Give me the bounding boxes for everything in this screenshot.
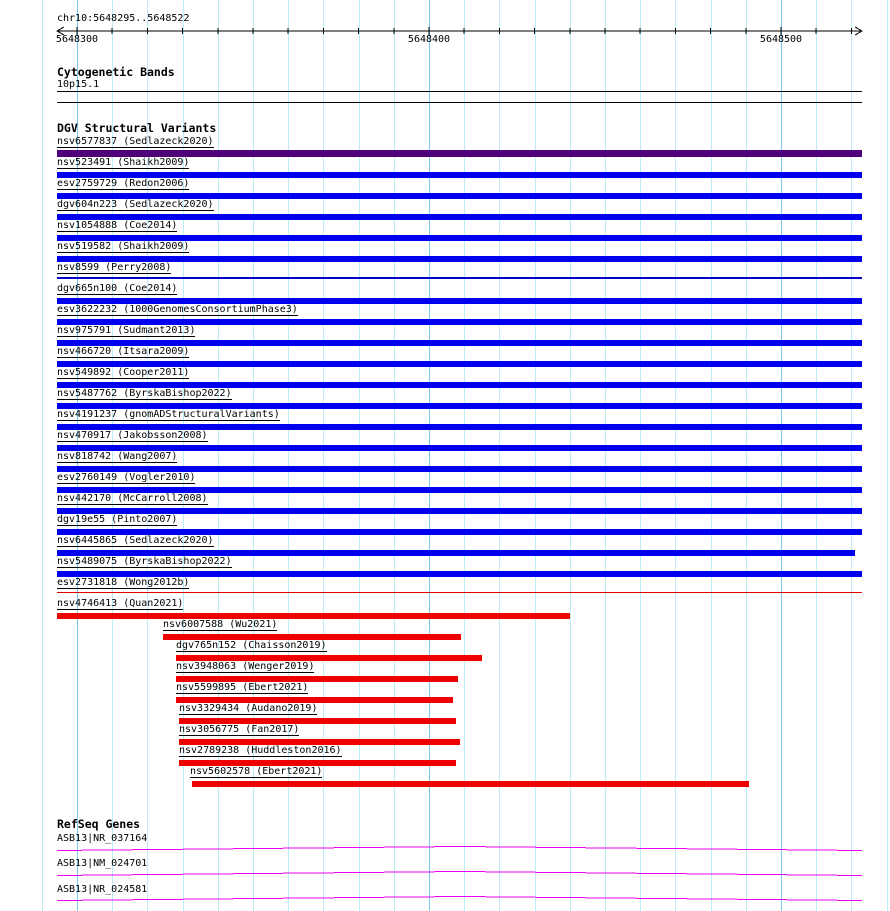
variant-label[interactable]: nsv442170 (McCarroll2008) [57, 493, 208, 504]
variant-row [0, 137, 890, 158]
variant-row [0, 326, 890, 347]
variant-row [0, 536, 890, 557]
variant-label[interactable]: esv3622232 (1000GenomesConsortiumPhase3) [57, 304, 298, 315]
variant-row [0, 599, 890, 620]
variant-row [0, 368, 890, 389]
variant-label[interactable]: esv2760149 (Vogler2010) [57, 472, 196, 483]
variant-row [0, 242, 890, 263]
variant-label[interactable]: nsv519582 (Shaikh2009) [57, 241, 190, 252]
variant-label[interactable]: nsv6577837 (Sedlazeck2020) [57, 136, 214, 147]
variant-row [0, 263, 890, 284]
variant-label[interactable]: nsv3329434 (Audano2019) [179, 703, 318, 714]
gene-label[interactable]: ASB13|NR_037164 [57, 833, 148, 844]
ruler-axis [57, 27, 862, 36]
variant-row [0, 284, 890, 305]
variant-label[interactable]: nsv4746413 (Quan2021) [57, 598, 184, 609]
variant-row [0, 389, 890, 410]
variant-label[interactable]: nsv5489075 (ByrskaBishop2022) [57, 556, 232, 567]
variant-row [0, 179, 890, 200]
variant-row [0, 578, 890, 599]
variant-label[interactable]: nsv549892 (Cooper2011) [57, 367, 190, 378]
variant-label[interactable]: nsv5602578 (Ebert2021) [190, 766, 323, 777]
variant-bar[interactable] [57, 613, 570, 619]
variant-label[interactable]: nsv6445865 (Sedlazeck2020) [57, 535, 214, 546]
variant-row [0, 620, 890, 641]
variant-row [0, 305, 890, 326]
variant-bar[interactable] [57, 277, 862, 279]
variant-bar[interactable] [57, 214, 862, 220]
variant-row [0, 557, 890, 578]
variant-row [0, 200, 890, 221]
region-title: chr10:5648295..5648522 [57, 13, 190, 24]
variant-row [0, 704, 890, 725]
variant-label[interactable]: nsv975791 (Sudmant2013) [57, 325, 196, 336]
gene-line[interactable] [57, 872, 862, 876]
ruler-tick-label: 5648400 [407, 34, 451, 45]
variant-bar[interactable] [57, 150, 862, 157]
variant-label[interactable]: nsv466720 (Itsara2009) [57, 346, 190, 357]
variant-bar[interactable] [57, 508, 862, 514]
variant-bar[interactable] [192, 781, 749, 787]
variant-label[interactable]: nsv470917 (Jakobsson2008) [57, 430, 208, 441]
variant-label[interactable]: esv2759729 (Redon2006) [57, 178, 190, 189]
variant-row [0, 158, 890, 179]
cytoband-label[interactable]: 10p15.1 [57, 79, 100, 90]
variant-label[interactable]: dgv604n223 (Sedlazeck2020) [57, 199, 214, 210]
gene-label[interactable]: ASB13|NR_024581 [57, 884, 148, 895]
variant-row [0, 641, 890, 662]
variant-label[interactable]: dgv19e55 (Pinto2007) [57, 514, 178, 525]
ruler-tick-label: 5648500 [759, 34, 803, 45]
variant-label[interactable]: nsv5487762 (ByrskaBishop2022) [57, 388, 232, 399]
variant-row [0, 725, 890, 746]
variant-row [0, 221, 890, 242]
track-title-dgv-structural-variants: DGV Structural Variants [57, 121, 217, 135]
variant-label[interactable]: esv2731818 (Wong2012b) [57, 577, 190, 588]
variant-row [0, 410, 890, 431]
track-title-cytogenetic-bands: Cytogenetic Bands [57, 65, 175, 79]
variant-row [0, 494, 890, 515]
variant-label[interactable]: nsv818742 (Wang2007) [57, 451, 178, 462]
ruler-tick-label: 5648300 [55, 34, 99, 45]
variant-bar[interactable] [57, 256, 862, 262]
cytoband-box[interactable] [57, 91, 862, 103]
variant-row [0, 683, 890, 704]
variant-label[interactable]: nsv6007588 (Wu2021) [163, 619, 278, 630]
variant-label[interactable]: nsv4191237 (gnomADStructuralVariants) [57, 409, 280, 420]
gene-line[interactable] [57, 847, 862, 851]
variant-row [0, 431, 890, 452]
track-title-refseq-genes: RefSeq Genes [57, 817, 141, 831]
variant-label[interactable]: nsv8599 (Perry2008) [57, 262, 172, 273]
variant-row [0, 767, 890, 788]
variant-bar[interactable] [57, 445, 862, 451]
variant-row [0, 347, 890, 368]
variant-label[interactable]: nsv1054888 (Coe2014) [57, 220, 178, 231]
variant-label[interactable]: dgv665n100 (Coe2014) [57, 283, 178, 294]
gene-line[interactable] [57, 897, 862, 901]
variant-label[interactable]: nsv5599895 (Ebert2021) [176, 682, 309, 693]
gene-label[interactable]: ASB13|NM_024701 [57, 858, 148, 869]
variant-label[interactable]: dgv765n152 (Chaisson2019) [176, 640, 327, 651]
variant-label[interactable]: nsv523491 (Shaikh2009) [57, 157, 190, 168]
variant-row [0, 662, 890, 683]
variant-label[interactable]: nsv2789238 (Huddleston2016) [179, 745, 342, 756]
variant-label[interactable]: nsv3056775 (Fan2017) [179, 724, 300, 735]
variant-label[interactable]: nsv3948063 (Wenger2019) [176, 661, 315, 672]
variant-row [0, 746, 890, 767]
variant-row [0, 473, 890, 494]
variant-bar[interactable] [57, 592, 862, 593]
variant-row [0, 515, 890, 536]
variant-row [0, 452, 890, 473]
